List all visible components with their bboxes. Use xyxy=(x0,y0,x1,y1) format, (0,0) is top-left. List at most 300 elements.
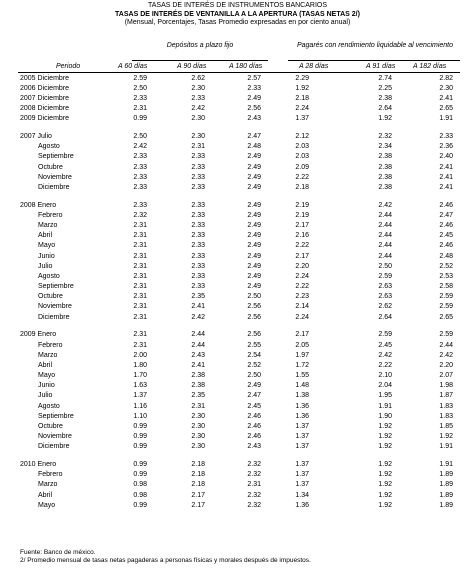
rate-cell: 2.42 xyxy=(378,201,392,209)
rate-cell: 2.47 xyxy=(247,132,261,140)
table-row xyxy=(0,371,475,381)
rate-cell: 2.22 xyxy=(295,283,309,291)
rate-cell: 2.59 xyxy=(378,331,392,339)
rate-cell: 2.23 xyxy=(295,293,309,301)
rate-cell: 2.18 xyxy=(191,471,205,479)
rate-cell: 2.41 xyxy=(191,361,205,369)
table-row xyxy=(0,163,475,173)
rate-cell: 2.03 xyxy=(295,153,309,161)
report-header xyxy=(0,2,475,28)
rate-cell: 1.95 xyxy=(378,392,392,400)
row-period-label: Abril xyxy=(38,361,53,369)
rate-cell: 2.30 xyxy=(191,443,205,451)
rate-cell: 1.89 xyxy=(439,491,453,499)
group-header-depositos: Depósitos a plazo fijo xyxy=(166,42,234,49)
rate-cell: 1.92 xyxy=(378,481,392,489)
rate-cell: 2.59 xyxy=(378,272,392,280)
table-row xyxy=(0,422,475,432)
rate-cell: 2.41 xyxy=(191,303,205,311)
row-period-label: Mayo xyxy=(38,372,56,380)
group-underline-pagares xyxy=(288,60,460,61)
rate-cell: 2.36 xyxy=(439,143,453,151)
rate-cell: 2.41 xyxy=(439,94,453,102)
rate-cell: 2.44 xyxy=(378,252,392,260)
rate-cell: 1.36 xyxy=(295,501,309,509)
rate-cell: 1.91 xyxy=(439,461,453,469)
rate-cell: 1.85 xyxy=(439,423,453,430)
rate-cell: 2.49 xyxy=(247,283,261,291)
rate-cell: 2.33 xyxy=(191,201,205,209)
rate-cell: 2.44 xyxy=(378,221,392,229)
rate-cell: 2.41 xyxy=(439,183,453,191)
row-period-label: 2010 Enero xyxy=(20,461,57,469)
row-period-label: Junio xyxy=(38,382,55,390)
table-row xyxy=(0,412,475,422)
rate-cell: 1.89 xyxy=(439,481,453,489)
rate-cell: 2.56 xyxy=(247,331,261,339)
title-line-1: TASAS DE INTERÉS DE INSTRUMENTOS BANCARIOS xyxy=(147,2,328,9)
table-row xyxy=(0,282,475,292)
rate-cell: 2.33 xyxy=(191,242,205,250)
rate-cell: 2.41 xyxy=(439,163,453,171)
row-period-label: 2006 Diciembre xyxy=(20,84,70,92)
rate-cell: 2.44 xyxy=(378,211,392,219)
rate-cell: 2.22 xyxy=(295,173,309,181)
rate-cell: 2.44 xyxy=(378,242,392,250)
rate-cell: 2.18 xyxy=(295,183,309,191)
rate-cell: 1.90 xyxy=(378,412,392,420)
rate-cell: 2.31 xyxy=(133,283,147,291)
rate-cell: 2.56 xyxy=(247,303,261,311)
rate-cell: 1.72 xyxy=(295,361,309,369)
rate-cell: 2.65 xyxy=(439,313,453,321)
rate-cell: 2.22 xyxy=(295,242,309,250)
table-row xyxy=(0,231,475,241)
table-row xyxy=(0,262,475,272)
rate-cell: 2.33 xyxy=(247,84,261,92)
rate-cell: 2.33 xyxy=(191,153,205,161)
table-row xyxy=(0,402,475,412)
table-row xyxy=(0,241,475,251)
table-row xyxy=(0,351,475,361)
rate-cell: 2.17 xyxy=(295,221,309,229)
column-header-periodo: Periodo xyxy=(56,63,81,70)
table-row xyxy=(0,74,475,84)
rate-cell: 2.10 xyxy=(378,372,392,380)
rate-cell: 1.98 xyxy=(439,382,453,390)
rate-cell: 2.33 xyxy=(191,94,205,102)
rate-cell: 2.31 xyxy=(133,105,147,113)
rate-cell: 2.49 xyxy=(247,211,261,219)
rate-cell: 2.17 xyxy=(295,331,309,339)
column-header-91-dias: A 91 días xyxy=(366,63,396,70)
rate-cell: 1.91 xyxy=(378,402,392,410)
rate-cell: 2.25 xyxy=(378,84,392,92)
rate-cell: 1.38 xyxy=(295,392,309,400)
rate-cell: 2.34 xyxy=(378,143,392,151)
rate-cell: 2.30 xyxy=(191,132,205,140)
rate-cell: 2.33 xyxy=(191,173,205,181)
row-period-label: Febrero xyxy=(38,471,63,479)
rate-cell: 2.33 xyxy=(191,211,205,219)
rate-cell: 2.49 xyxy=(247,221,261,229)
rate-cell: 2.59 xyxy=(439,331,453,339)
rate-cell: 2.29 xyxy=(295,74,309,82)
rate-cell: 2.33 xyxy=(191,183,205,191)
row-period-label: Abril xyxy=(38,232,53,240)
rate-cell: 1.37 xyxy=(295,471,309,479)
rate-cell: 2.00 xyxy=(133,351,147,359)
rate-cell: 2.20 xyxy=(439,361,453,369)
rate-cell: 2.64 xyxy=(378,105,392,113)
row-period-label: 2008 Diciembre xyxy=(20,105,70,113)
row-period-label: Junio xyxy=(38,252,55,260)
rate-cell: 2.18 xyxy=(191,461,205,469)
row-period-label: Febrero xyxy=(38,341,63,349)
rate-cell: 0.99 xyxy=(133,115,147,123)
rate-cell: 2.49 xyxy=(247,153,261,161)
rate-cell: 2.82 xyxy=(439,74,453,82)
table-row xyxy=(0,84,475,94)
rate-cell: 2.44 xyxy=(378,232,392,240)
rate-cell: 1.63 xyxy=(133,382,147,390)
rate-cell: 2.17 xyxy=(191,501,205,509)
rate-cell: 2.59 xyxy=(133,74,147,82)
rate-cell: 1.92 xyxy=(295,84,309,92)
rate-cell: 2.32 xyxy=(378,132,392,140)
rate-cell: 2.53 xyxy=(439,272,453,280)
row-period-label: Agosto xyxy=(38,143,60,151)
footnote-2: 2/ Promedio mensual de tasas netas pagaderas a personas físicas y morales después de impuestos. xyxy=(20,557,311,564)
rate-cell: 2.20 xyxy=(295,262,309,270)
rate-cell: 2.63 xyxy=(378,283,392,291)
rate-cell: 1.70 xyxy=(133,372,147,380)
row-period-label: Julio xyxy=(38,392,53,400)
rate-cell: 2.33 xyxy=(191,252,205,260)
column-header-180-dias: A 180 días xyxy=(229,63,263,70)
rate-cell: 2.35 xyxy=(191,293,205,301)
rate-cell: 2.33 xyxy=(133,94,147,102)
rate-cell: 0.99 xyxy=(133,423,147,430)
rate-cell: 2.46 xyxy=(439,221,453,229)
row-period-label: Noviembre xyxy=(38,433,72,441)
rate-cell: 1.37 xyxy=(295,115,309,123)
rate-cell: 2.49 xyxy=(247,232,261,240)
rate-cell: 2.58 xyxy=(439,283,453,291)
rate-cell: 1.91 xyxy=(439,443,453,451)
rate-cell: 1.36 xyxy=(295,402,309,410)
rate-cell: 1.37 xyxy=(295,461,309,469)
rate-cell: 2.49 xyxy=(247,272,261,280)
rate-cell: 2.49 xyxy=(247,183,261,191)
rate-cell: 2.24 xyxy=(295,313,309,321)
rate-cell: 2.33 xyxy=(191,272,205,280)
rate-cell: 1.36 xyxy=(295,412,309,420)
rate-cell: 2.47 xyxy=(247,392,261,400)
rate-cell: 2.49 xyxy=(247,262,261,270)
table-row xyxy=(0,221,475,231)
rate-cell: 2.47 xyxy=(439,211,453,219)
rate-cell: 2.74 xyxy=(378,74,392,82)
rate-cell: 2.17 xyxy=(295,252,309,260)
rate-cell: 1.97 xyxy=(295,351,309,359)
row-period-label: Julio xyxy=(38,262,53,270)
rate-cell: 2.31 xyxy=(133,232,147,240)
row-period-label: Mayo xyxy=(38,501,56,509)
row-period-label: Noviembre xyxy=(38,173,72,181)
rate-cell: 0.99 xyxy=(133,461,147,469)
rate-cell: 1.92 xyxy=(378,471,392,479)
table-row xyxy=(0,480,475,490)
rate-cell: 2.63 xyxy=(378,293,392,301)
rate-cell: 2.65 xyxy=(439,105,453,113)
row-period-label: Octubre xyxy=(38,423,63,430)
rate-cell: 2.48 xyxy=(247,143,261,151)
rate-cell: 2.43 xyxy=(247,443,261,451)
rate-cell: 2.31 xyxy=(133,272,147,280)
rate-cell: 0.98 xyxy=(133,491,147,499)
rate-cell: 2.30 xyxy=(439,84,453,92)
rate-cell: 1.16 xyxy=(133,402,147,410)
rate-cell: 1.37 xyxy=(295,433,309,441)
table-row xyxy=(0,313,475,323)
rate-cell: 2.42 xyxy=(191,313,205,321)
rate-cell: 0.99 xyxy=(133,471,147,479)
rate-cell: 1.37 xyxy=(295,443,309,451)
rate-cell: 2.19 xyxy=(295,211,309,219)
row-period-label: Abril xyxy=(38,491,53,499)
rate-cell: 2.19 xyxy=(295,201,309,209)
row-period-label: 2007 Julio xyxy=(20,132,52,140)
rate-cell: 2.44 xyxy=(191,331,205,339)
rate-cell: 2.31 xyxy=(133,341,147,349)
rate-cell: 2.52 xyxy=(247,361,261,369)
rate-cell: 2.49 xyxy=(247,242,261,250)
rate-cell: 2.50 xyxy=(378,262,392,270)
rate-cell: 2.49 xyxy=(247,252,261,260)
rate-cell: 2.32 xyxy=(247,471,261,479)
rate-cell: 2.42 xyxy=(439,351,453,359)
row-period-label: Septiembre xyxy=(38,283,74,291)
row-period-label: 2009 Enero xyxy=(20,331,57,339)
rate-cell: 1.55 xyxy=(295,372,309,380)
rate-cell: 2.46 xyxy=(439,242,453,250)
row-period-label: 2009 Diciembre xyxy=(20,115,70,123)
column-header-90-dias: A 90 días xyxy=(177,63,207,70)
table-row xyxy=(0,94,475,104)
rate-cell: 2.32 xyxy=(247,461,261,469)
rate-cell: 2.31 xyxy=(247,481,261,489)
rate-cell: 2.33 xyxy=(191,232,205,240)
rate-cell: 2.45 xyxy=(378,341,392,349)
rate-cell: 2.42 xyxy=(133,143,147,151)
rate-cell: 2.30 xyxy=(191,433,205,441)
table-row xyxy=(0,361,475,371)
table-row xyxy=(0,330,475,340)
rate-cell: 2.54 xyxy=(247,351,261,359)
group-underline-depositos xyxy=(132,60,268,61)
rate-cell: 1.48 xyxy=(295,382,309,390)
rate-cell: 1.89 xyxy=(439,471,453,479)
rate-cell: 2.33 xyxy=(133,173,147,181)
title-line-3: (Mensual, Porcentajes, Tasas Promedio expresadas en por ciento anual) xyxy=(124,19,351,27)
rate-cell: 2.12 xyxy=(295,132,309,140)
rate-cell: 2.30 xyxy=(191,412,205,420)
rate-cell: 2.07 xyxy=(439,372,453,380)
table-row xyxy=(0,183,475,193)
rate-cell: 2.50 xyxy=(133,132,147,140)
rate-cell: 0.99 xyxy=(133,443,147,451)
rate-cell: 1.92 xyxy=(378,443,392,451)
rate-cell: 0.99 xyxy=(133,501,147,509)
rate-cell: 2.32 xyxy=(133,211,147,219)
row-period-label: Febrero xyxy=(38,211,63,219)
rate-cell: 2.31 xyxy=(133,331,147,339)
rate-cell: 2.14 xyxy=(295,303,309,311)
row-period-label: Septiembre xyxy=(38,412,74,420)
rate-cell: 2.33 xyxy=(133,163,147,171)
rate-cell: 1.10 xyxy=(133,412,147,420)
rate-cell: 2.30 xyxy=(191,115,205,123)
table-row xyxy=(0,341,475,351)
rate-cell: 1.87 xyxy=(439,392,453,400)
data-table-body xyxy=(0,74,475,512)
row-period-label: Septiembre xyxy=(38,153,74,161)
rate-cell: 2.49 xyxy=(247,201,261,209)
rate-cell: 1.37 xyxy=(295,481,309,489)
rate-cell: 2.33 xyxy=(133,183,147,191)
rate-cell: 2.49 xyxy=(247,382,261,390)
rate-cell: 2.32 xyxy=(247,501,261,509)
row-period-label: 2005 Diciembre xyxy=(20,74,70,82)
rate-cell: 2.24 xyxy=(295,105,309,113)
rate-cell: 2.31 xyxy=(191,143,205,151)
rate-cell: 2.38 xyxy=(378,153,392,161)
table-row xyxy=(0,470,475,480)
table-row xyxy=(0,252,475,262)
rate-cell: 2.31 xyxy=(133,293,147,301)
rate-cell: 0.99 xyxy=(133,433,147,441)
table-row xyxy=(0,211,475,221)
rate-cell: 2.24 xyxy=(295,272,309,280)
rate-cell: 1.83 xyxy=(439,402,453,410)
table-row xyxy=(0,132,475,142)
rate-cell: 2.46 xyxy=(247,433,261,441)
rate-cell: 2.31 xyxy=(133,221,147,229)
rate-cell: 2.45 xyxy=(439,232,453,240)
rate-cell: 1.80 xyxy=(133,361,147,369)
rate-cell: 2.56 xyxy=(247,313,261,321)
rate-cell: 0.98 xyxy=(133,481,147,489)
rate-cell: 2.49 xyxy=(247,94,261,102)
table-row xyxy=(0,501,475,511)
rate-cell: 2.43 xyxy=(247,115,261,123)
rate-cell: 1.83 xyxy=(439,412,453,420)
table-row xyxy=(0,292,475,302)
rate-cell: 2.16 xyxy=(295,232,309,240)
rate-cell: 2.38 xyxy=(191,372,205,380)
rate-cell: 1.92 xyxy=(378,433,392,441)
rate-cell: 2.18 xyxy=(191,481,205,489)
table-row xyxy=(0,491,475,501)
table-row xyxy=(0,104,475,114)
rate-cell: 2.31 xyxy=(133,303,147,311)
rate-cell: 1.92 xyxy=(378,115,392,123)
rate-cell: 2.44 xyxy=(439,341,453,349)
footnote-source: Fuente: Banco de méxico. xyxy=(20,549,96,556)
rate-cell: 2.42 xyxy=(378,351,392,359)
column-header-182-dias: A 182 días xyxy=(413,63,447,70)
rate-cell: 2.33 xyxy=(191,283,205,291)
rate-cell: 1.37 xyxy=(295,423,309,430)
rate-cell: 2.31 xyxy=(133,313,147,321)
rate-cell: 2.46 xyxy=(247,412,261,420)
row-period-label: 2008 Enero xyxy=(20,201,57,209)
row-period-label: Marzo xyxy=(38,351,58,359)
row-period-label: 2007 Diciembre xyxy=(20,94,70,102)
table-row xyxy=(0,152,475,162)
rate-cell: 1.92 xyxy=(378,461,392,469)
row-period-label: Diciembre xyxy=(38,313,70,321)
rate-cell: 2.42 xyxy=(191,105,205,113)
table-row xyxy=(0,201,475,211)
row-period-label: Noviembre xyxy=(38,303,72,311)
rate-cell: 2.64 xyxy=(378,313,392,321)
rate-cell: 2.32 xyxy=(247,491,261,499)
rate-cell: 1.89 xyxy=(439,501,453,509)
table-row xyxy=(0,460,475,470)
table-row xyxy=(0,142,475,152)
rate-cell: 2.59 xyxy=(439,303,453,311)
rate-cell: 2.30 xyxy=(191,84,205,92)
rate-cell: 2.38 xyxy=(378,163,392,171)
rate-cell: 2.50 xyxy=(133,84,147,92)
row-period-label: Agosto xyxy=(38,272,60,280)
rate-cell: 2.33 xyxy=(191,163,205,171)
rate-cell: 2.62 xyxy=(378,303,392,311)
rate-cell: 2.49 xyxy=(247,163,261,171)
rate-cell: 2.46 xyxy=(439,201,453,209)
title-line-2: TASAS DE INTERÉS DE VENTANILLA A LA APERTURA (TASAS NETAS 2/) xyxy=(115,10,360,18)
rate-cell: 2.38 xyxy=(378,94,392,102)
row-period-label: Octubre xyxy=(38,163,63,171)
rate-cell: 2.18 xyxy=(295,94,309,102)
rate-cell: 1.92 xyxy=(378,423,392,430)
rate-cell: 2.35 xyxy=(191,392,205,400)
rate-cell: 1.91 xyxy=(439,115,453,123)
rate-cell: 2.31 xyxy=(133,262,147,270)
rate-cell: 2.38 xyxy=(378,183,392,191)
rate-cell: 2.38 xyxy=(191,382,205,390)
rate-cell: 2.04 xyxy=(378,382,392,390)
rate-cell: 2.45 xyxy=(247,402,261,410)
table-row xyxy=(0,381,475,391)
row-period-label: Marzo xyxy=(38,221,58,229)
rate-cell: 2.33 xyxy=(191,262,205,270)
rate-cell: 2.57 xyxy=(247,74,261,82)
row-period-label: Marzo xyxy=(38,481,58,489)
rate-cell: 2.40 xyxy=(439,153,453,161)
row-period-label: Octubre xyxy=(38,293,63,301)
rate-cell: 2.41 xyxy=(439,173,453,181)
rate-cell: 2.50 xyxy=(247,372,261,380)
rate-cell: 1.92 xyxy=(378,501,392,509)
row-period-label: Diciembre xyxy=(38,443,70,451)
rate-cell: 1.92 xyxy=(439,433,453,441)
rate-cell: 2.43 xyxy=(191,351,205,359)
table-row xyxy=(0,272,475,282)
rate-cell: 2.31 xyxy=(133,252,147,260)
